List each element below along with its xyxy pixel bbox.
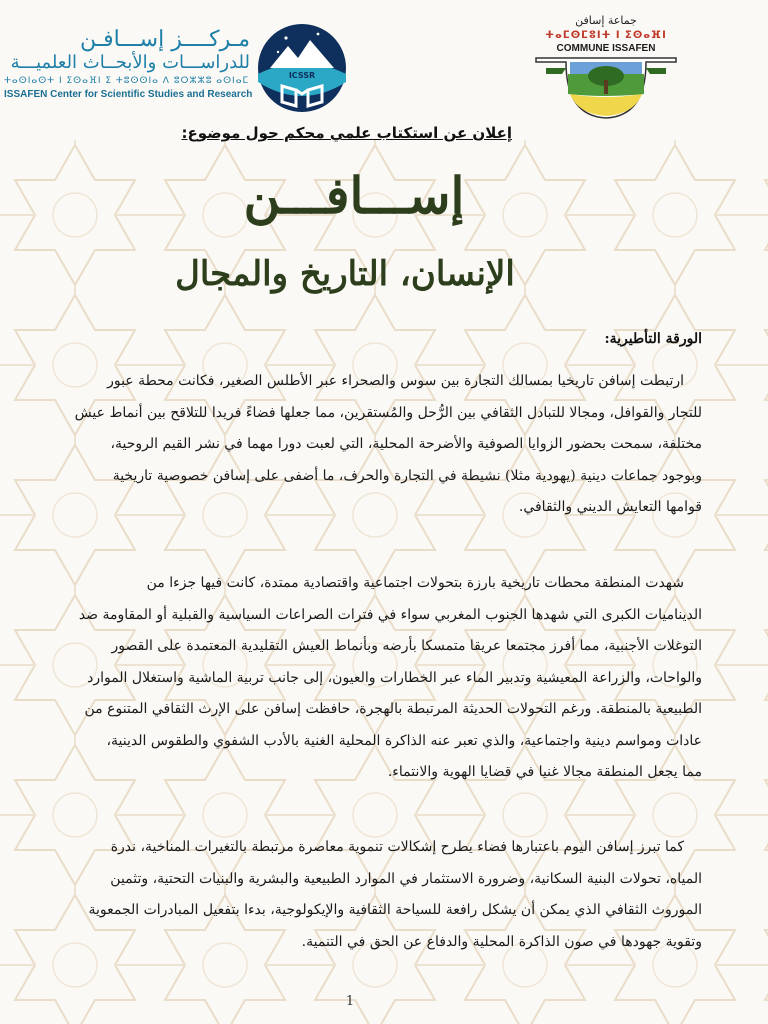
commune-name-english: COMMUNE ISSAFEN [556, 43, 656, 54]
commune-name-tifinagh: ⵜⴰⵎⵙⵎⵓⵏⵜ ⵏ ⵉⵙⴰⴼⵏ [545, 30, 667, 41]
paragraph-line: المياه، تحولات البنية السكانية، وضرورة الاستثمار في الموارد الطبيعية والبشرية والبنيات التحتية، وتثمين [110, 870, 702, 887]
center-name-arabic-line2: للدراســـات والأبحــاث العلميـــة [10, 52, 250, 73]
paragraph-line: مما يجعل المنطقة مجالا غنيا في قضايا الهوية والانتماء. [387, 764, 702, 780]
announcement-heading: إعلان عن استكتاب علمي محكم حول موضوع: [181, 124, 512, 142]
paragraph-line: وتقوية جهودها في صون الذاكرة المحلية والدفاع عن الحق في التنمية. [301, 933, 702, 950]
center-name-english: ISSAFEN Center for Scientific Studies and Research [4, 89, 253, 100]
paragraph-1 [0, 366, 702, 524]
paragraph-line: التوغلات الأجنبية، مما أفرز مجتمعا عريقا متمسكا بأرضه وبأنماط العيش التقليدية المعتمدة على القصور [111, 638, 702, 654]
paragraph-line: ارتبطت إسافن تاريخيا بمسالك التجارة بين سوس والصحراء عبر الأطلس الصغير، فكانت محطة عبور [107, 373, 684, 389]
page-subtitle: الإنسان، التاريخ والمجال [175, 254, 515, 294]
paragraph-line: الديناميات الكبرى التي شهدها الجنوب المغربي سواء في فترات الصراعات السياسية والقبلية أو المقاومة ضد [78, 606, 702, 623]
paragraph-line: مختلفة، سمحت بحضور الزوايا الصوفية والأضرحة المحلية، التي لعبت دورا مهما في نشر القيم الروحية، [110, 436, 702, 452]
paragraph-line: الطبيعية بالمنطقة. ورغم التحولات الحديثة المرتبطة بالهجرة، حافظت إسافن على الإرث الثقافي المتنوع من [84, 701, 702, 717]
paragraph-line: الموروث الثقافي الذي يمكن أن يشكل رافعة للسياحة الثقافية والإيكولوجية، بدءا بتفعيل المبادرات الجمعوية [88, 902, 702, 918]
paragraph-line: شهدت المنطقة محطات تاريخية بارزة بتحولات اجتماعية واقتصادية ممتدة، كانت فيها جزءا من [146, 575, 684, 591]
paragraph-line: عادات ومواسم دينية واجتماعية، والذي تعبر عنه الذاكرة المحلية الغنية بالأدب الشفوي والطقوس الدينية، [106, 732, 702, 749]
icssr-logo-label: ICSSR [288, 71, 316, 80]
paragraph-2 [0, 568, 702, 789]
paragraph-line: والواحات، والزراعة المعيشية وتدبير الماء عبر الخطارات والعيون، إلى جانب تربية الماشية واستغلال الموارد [87, 669, 702, 686]
center-name-arabic-line1: مـركــــز إســـافـن [79, 27, 250, 52]
commune-name-arabic: جماعة إسافن [575, 14, 637, 27]
paragraph-line: قوامها التعايش الديني والثقافي. [518, 499, 702, 515]
paragraph-line: للتجار والقوافل، ومجالا للتبادل الثقافي بين الرُّحل والمُستقرين، مما جعلها فضاءً فريدا للتلاقح بين أنماط عيش [74, 404, 702, 421]
page-title: إســـافـــن [243, 166, 465, 225]
page-number: 1 [345, 994, 355, 1009]
paragraph-line: وبوجود جماعات دينية (يهودية مثلا) نشيطة في التجارة والحرف، ما أضفى على إسافن خصوصية تاريخية [112, 467, 702, 484]
paragraph-3 [0, 832, 702, 958]
center-name-tifinagh: ⵜⴰⵙⵏⴰⵙⵜ ⵏ ⵉⵙⴰⴼⵏ ⵉ ⵜⵓⵙⵙⵏⴰ ⴷ ⵓⵔⵣⵣⵓ ⴰⵙⵏⴰⵎ [4, 76, 250, 86]
paragraph-line: كما تبرز إسافن اليوم باعتبارها فضاء يطرح إشكالات تنموية معاصرة مرتبطة بالتغيرات المناخية، ندرة [110, 839, 684, 855]
section-heading: الورقة التأطيرية: [604, 331, 702, 347]
